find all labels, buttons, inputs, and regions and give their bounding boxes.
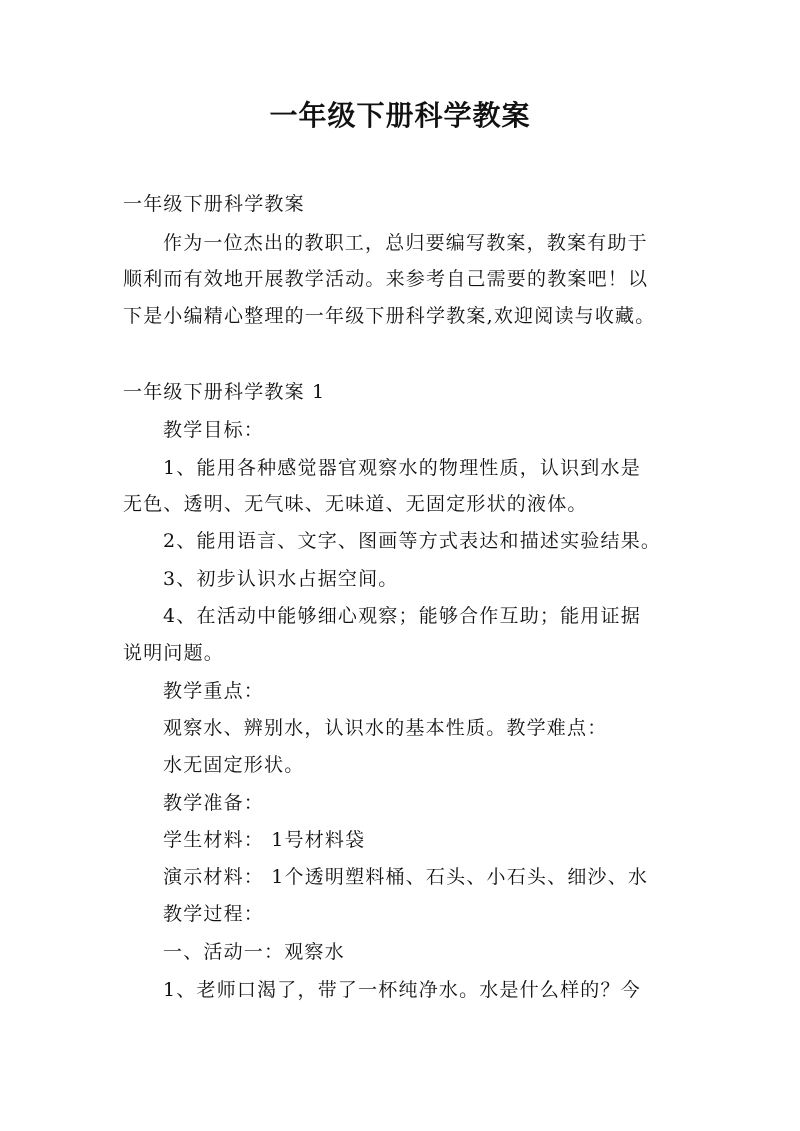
section-heading: 一年级下册科学教案 1 [123,381,326,403]
difficulty-text: 水无固定形状。 [163,754,305,776]
goal-2: 2、能用语言、文字、图画等方式表达和描述实验结果。 [163,530,662,552]
goal-4-line-2: 说明问题。 [123,642,225,664]
goal-1-line-1: 1、能用各种感觉器官观察水的物理性质，认识到水是 [163,457,641,479]
goal-3: 3、初步认识水占据空间。 [163,568,399,590]
intro-line-2: 顺利而有效地开展教学活动。来参考自己需要的教案吧！以 [123,268,649,290]
document-title: 一年级下册科学教案 [269,99,531,132]
goal-1-line-2: 无色、透明、无气味、无味道、无固定形状的液体。 [123,493,588,515]
activity-1-heading: 一、活动一：观察水 [163,941,345,963]
key-points-text: 观察水、辨别水，认识水的基本性质。教学难点： [163,717,608,739]
prep-label: 教学准备： [163,792,265,814]
document-subtitle: 一年级下册科学教案 [123,193,305,215]
goal-4-line-1: 4、在活动中能够细心观察；能够合作互助；能用证据 [163,605,641,627]
student-materials: 学生材料： 1号材料袋 [163,829,366,851]
intro-line-3: 下是小编精心整理的一年级下册科学教案,欢迎阅读与收藏。 [123,305,656,327]
demo-materials: 演示材料： 1个透明塑料桶、石头、小石头、细沙、水 [163,866,649,888]
key-points-label: 教学重点： [163,680,265,702]
process-label: 教学过程： [163,903,265,925]
goals-label: 教学目标： [163,419,265,441]
step-1: 1、老师口渴了，带了一杯纯净水。水是什么样的？今 [163,979,641,1001]
intro-line-1: 作为一位杰出的教职工，总归要编写教案，教案有助于 [163,232,648,254]
